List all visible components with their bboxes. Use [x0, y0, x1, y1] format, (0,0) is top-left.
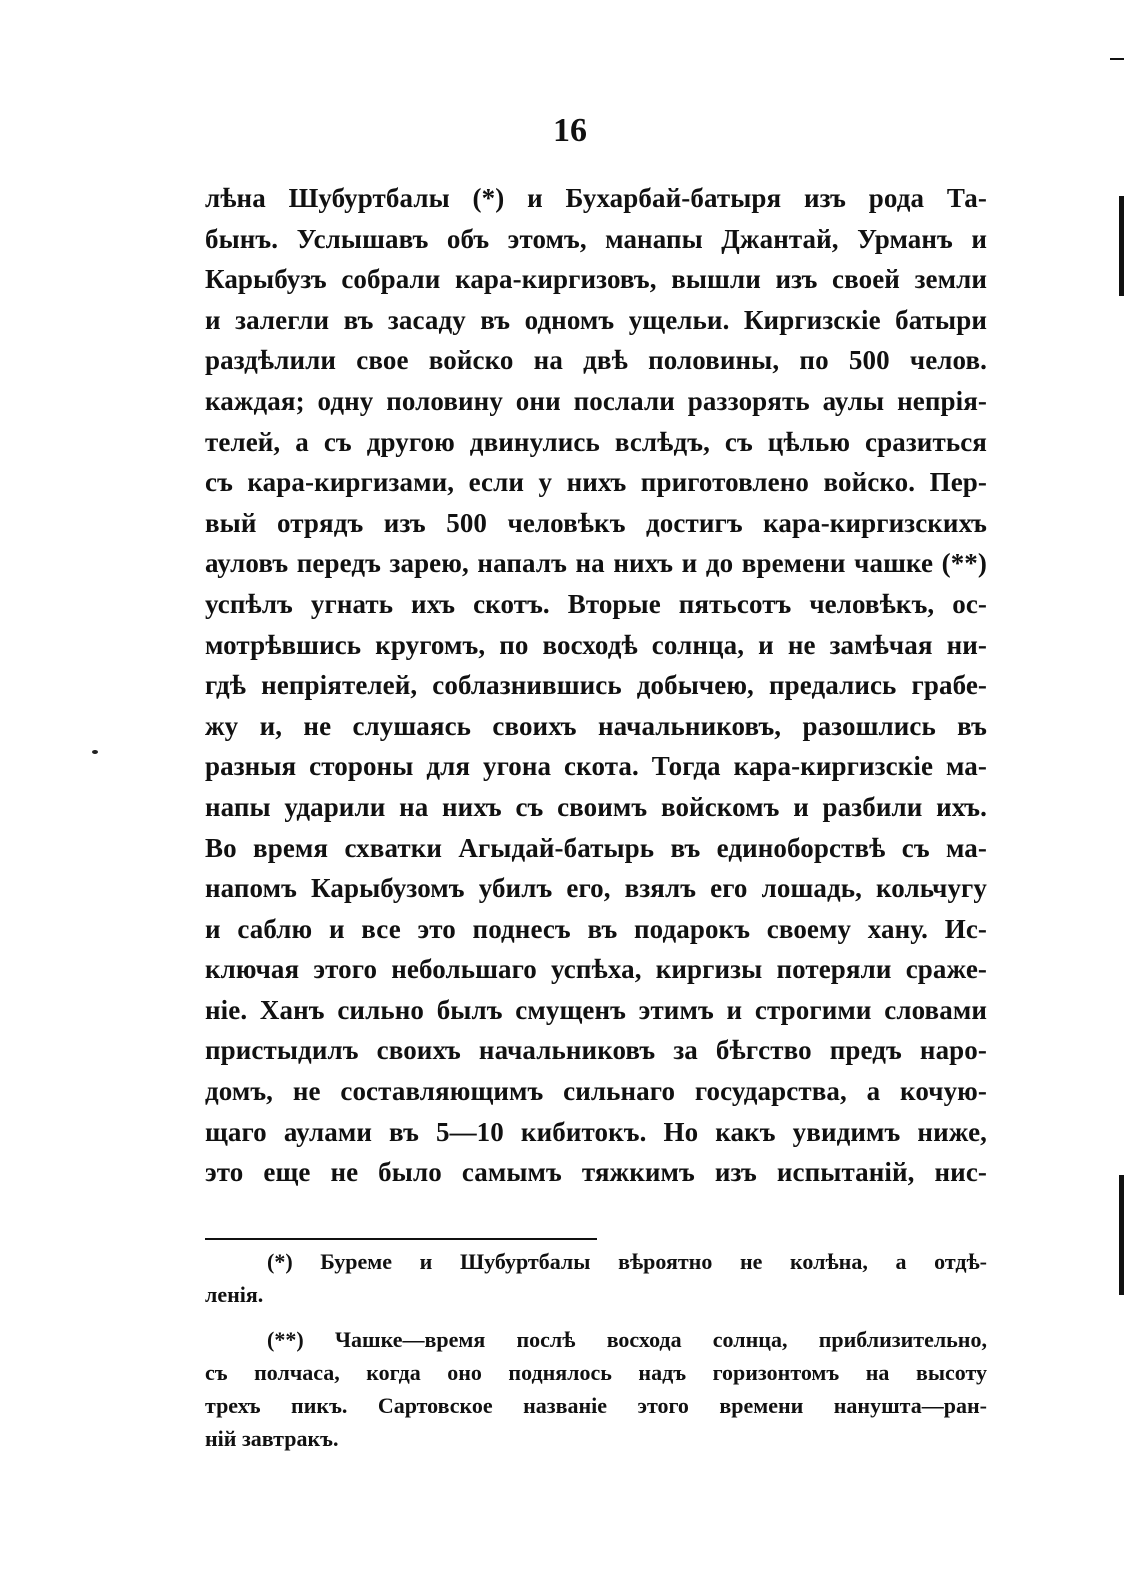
text-line: щаго аулами въ 5—10 кибитокъ. Но какъ увидимъ ниже, [205, 1116, 987, 1147]
text-line: напы ударили на нихъ съ своимъ войскомъ и разбили ихъ. [205, 791, 987, 822]
scan-edge-mark [1119, 1175, 1124, 1295]
footnotes [205, 1245, 987, 1455]
text-line: каждая; одну половину они послали раззорять аулы непрія- [205, 385, 987, 416]
footnote-1 [205, 1245, 987, 1311]
scan-edge-mark [1119, 196, 1124, 296]
footnote-line: ленія. [205, 1282, 264, 1307]
footnote-line: ній завтракъ. [205, 1426, 339, 1451]
footnote-line: (**) Чашке—время послѣ восхода солнца, приблизительно, [267, 1327, 987, 1352]
scan-smudge [92, 750, 98, 754]
text-line: съ кара-киргизами, если у нихъ приготовлено войско. Пер- [205, 467, 987, 498]
main-text [205, 178, 987, 1193]
text-line: вый отрядъ изъ 500 человѣкъ достигъ кара-киргизскихъ [205, 507, 987, 538]
text-line: ауловъ передъ зарею, напалъ на нихъ и до времени чашке (**) [205, 548, 987, 579]
text-line: домъ, не составляющимъ сильнаго государства, а кочую- [205, 1076, 987, 1107]
text-line: телей, а съ другою двинулись вслѣдъ, съ цѣлью сразиться [205, 426, 987, 457]
text-line: мотрѣвшись кругомъ, по восходѣ солнца, и не замѣчая ни- [205, 629, 987, 660]
text-line: бынъ. Услышавъ объ этомъ, манапы Джантай, Урманъ и [205, 223, 987, 254]
text-line: раздѣлили свое войско на двѣ половины, по 500 челов. [205, 345, 987, 376]
text-line: лѣна Шубуртбалы (*) и Бухарбай-батыря изъ рода Та- [205, 183, 987, 213]
footnote-line: (*) Буреме и Шубуртбалы вѣроятно не колѣна, а отдѣ- [267, 1249, 987, 1274]
page-number: 16 [553, 112, 587, 149]
scan-edge-mark [1110, 58, 1124, 60]
text-line: жу и, не слушаясь своихъ начальниковъ, разошлись въ [205, 710, 987, 741]
text-line: разныя стороны для угона скота. Тогда кара-киргизскіе ма- [205, 751, 987, 782]
text-line: ніе. Ханъ сильно былъ смущенъ этимъ и строгими словами [205, 994, 987, 1025]
text-line: Карыбузъ собрали кара-киргизовъ, вышли изъ своей земли [205, 264, 987, 295]
footnote-line: трехъ пикъ. Сартовское названіе этого времени нанушта—ран- [205, 1393, 987, 1418]
text-line: и залегли въ засаду въ одномъ ущельи. Киргизскіе батыри [205, 304, 987, 335]
text-line: это еще не было самымъ тяжкимъ изъ испытаній, нис- [205, 1157, 987, 1188]
footnote-line: съ полчаса, когда оно поднялось надъ горизонтомъ на высоту [205, 1360, 987, 1385]
text-line: успѣлъ угнать ихъ скотъ. Вторые пятьсотъ человѣкъ, ос- [205, 588, 987, 619]
text-line: напомъ Карыбузомъ убилъ его, взялъ его лошадь, кольчугу [205, 873, 987, 904]
footnote-2 [205, 1323, 987, 1455]
footnote-separator [205, 1238, 597, 1240]
text-line: гдѣ непріятелей, соблазнившись добычею, предались грабе- [205, 670, 987, 701]
text-line: ключая этого небольшаго успѣха, киргизы потеряли сраже- [205, 954, 987, 985]
text-line: и саблю и все это поднесъ въ подарокъ своему хану. Ис- [205, 913, 987, 944]
text-line: пристыдилъ своихъ начальниковъ за бѣгство предъ наро- [205, 1035, 987, 1066]
text-line: Во время схватки Агыдай-батырь въ единоборствѣ съ ма- [205, 832, 987, 863]
